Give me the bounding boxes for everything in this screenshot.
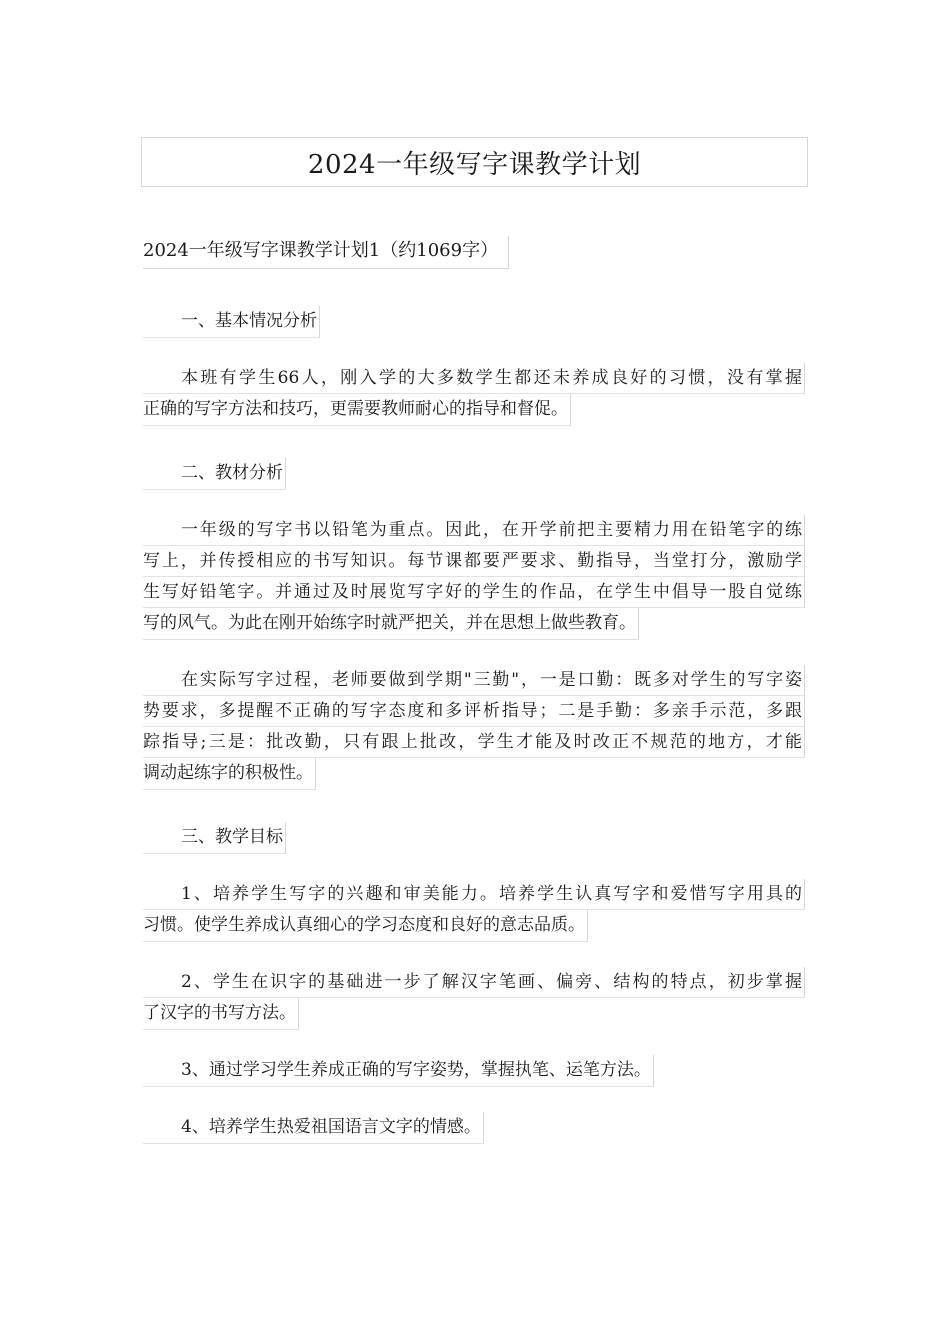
paragraph-line: 势要求，多提醒不正确的写字态度和多评析指导；二是手勤：多亲手示范，多跟: [143, 696, 805, 727]
section-heading: 二、教材分析: [143, 458, 286, 490]
paragraph-line: 在实际写字过程，老师要做到学期"三勤"，一是口勤：既多对学生的写字姿: [143, 665, 805, 696]
paragraph-line: 正确的写字方法和技巧，更需要教师耐心的指导和督促。: [143, 394, 571, 426]
document-body: [143, 306, 805, 1144]
section-heading: 三、教学目标: [143, 822, 286, 854]
paragraph-line: 本班有学生66人，刚入学的大多数学生都还未养成良好的习惯，没有掌握: [143, 363, 805, 394]
paragraph-line: 3、通过学习学生养成正确的写字姿势，掌握执笔、运笔方法。: [143, 1055, 654, 1087]
paragraph-line: 生写好铅笔字。并通过及时展览写字好的学生的作品，在学生中倡导一股自觉练: [143, 577, 805, 608]
paragraph-line: 了汉字的书写方法。: [143, 998, 299, 1030]
paragraph-line: 调动起练字的积极性。: [143, 758, 316, 790]
paragraph-line: 写的风气。为此在刚开始练字时就严把关，并在思想上做些教育。: [143, 608, 639, 640]
paragraph-line: 写上，并传授相应的书写知识。每节课都要严要求、勤指导，当堂打分，激励学: [143, 546, 805, 577]
paragraph-line: 习惯。使学生养成认真细心的学习态度和良好的意志品质。: [143, 910, 588, 942]
document-title: 2024一年级写字课教学计划: [141, 137, 808, 187]
section-heading: 一、基本情况分析: [143, 306, 320, 338]
paragraph-line: 1、培养学生写字的兴趣和审美能力。培养学生认真写字和爱惜写字用具的: [143, 879, 805, 910]
paragraph-line: 2、学生在识字的基础进一步了解汉字笔画、偏旁、结构的特点，初步掌握: [143, 967, 805, 998]
paragraph-line: 踪指导;三是：批改勤，只有跟上批改，学生才能及时改正不规范的地方，才能: [143, 727, 805, 758]
document-subtitle: 2024一年级写字课教学计划1（约1069字）: [143, 236, 509, 269]
paragraph-line: 4、培养学生热爱祖国语言文字的情感。: [143, 1112, 484, 1144]
paragraph-line: 一年级的写字书以铅笔为重点。因此，在开学前把主要精力用在铅笔字的练: [143, 515, 805, 546]
